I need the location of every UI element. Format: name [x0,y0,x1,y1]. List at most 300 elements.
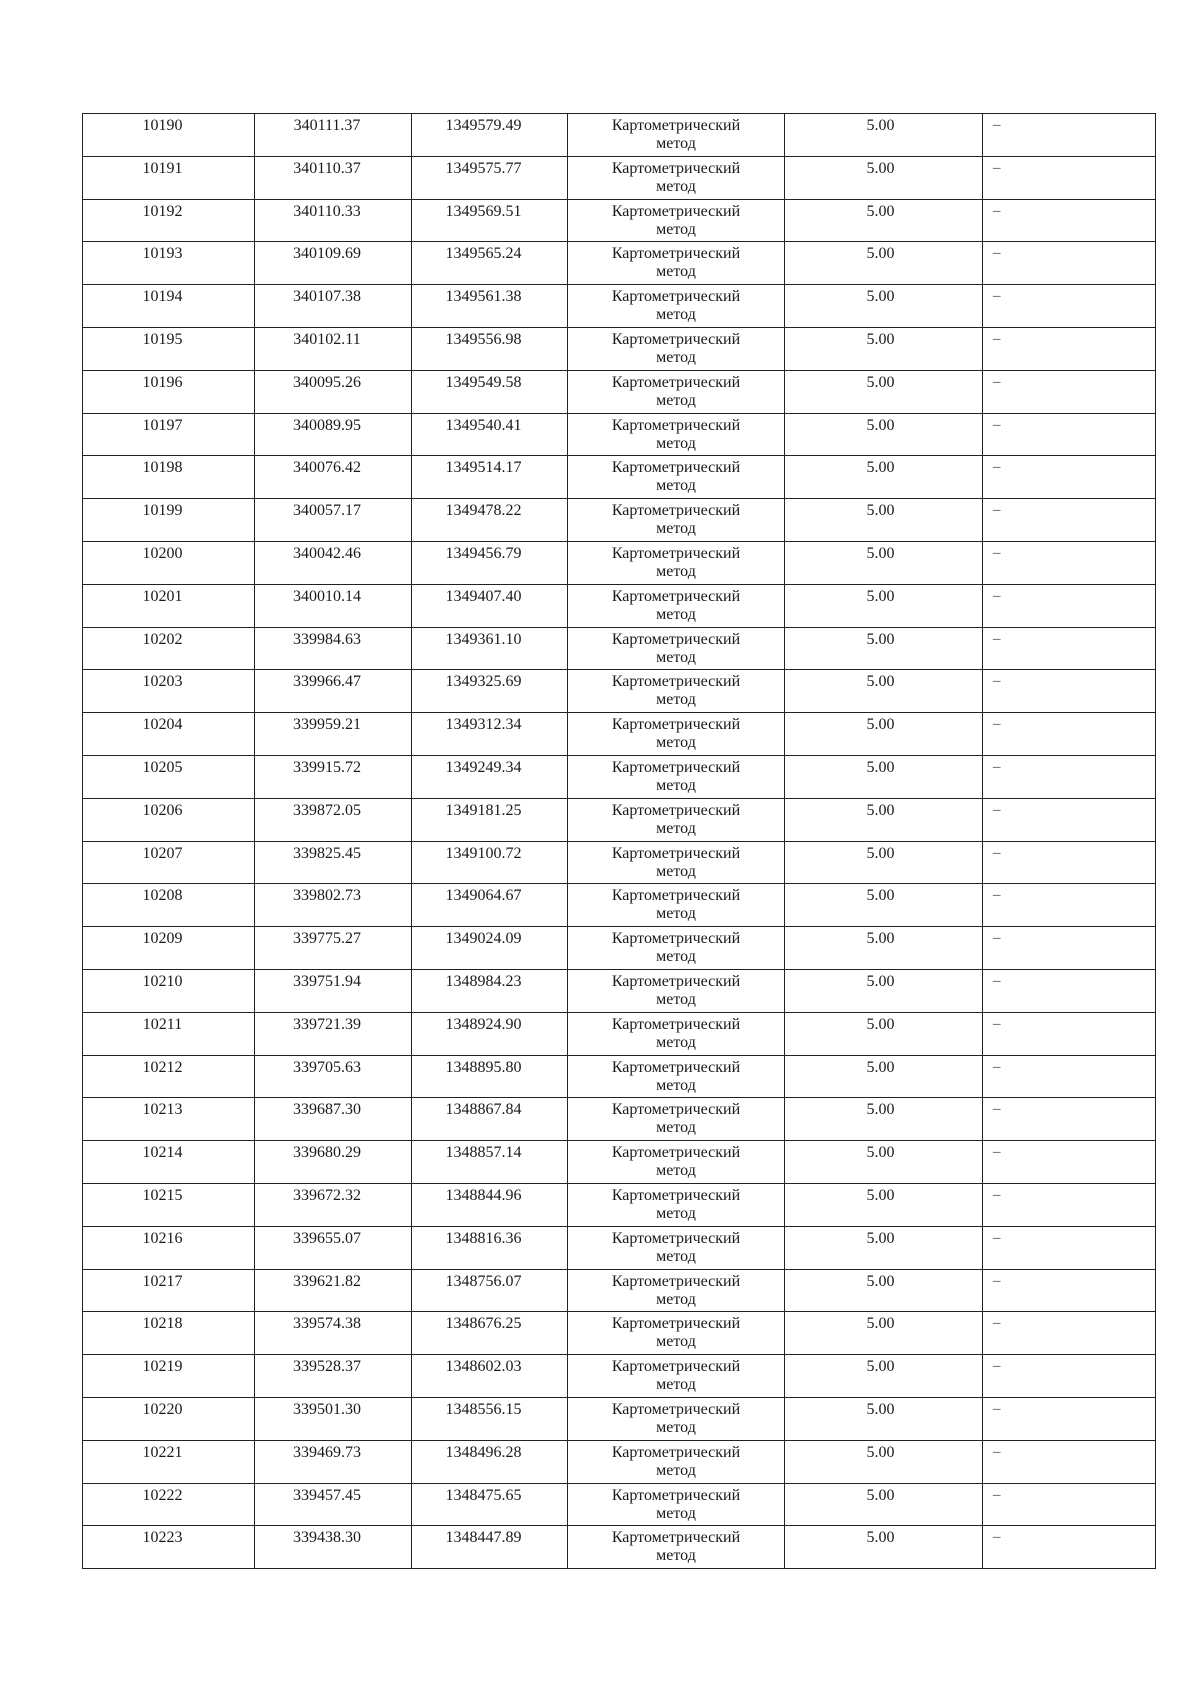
y-coordinate-cell [412,1012,568,1055]
method-cell [568,1312,785,1355]
x-coordinate: 340111.37 [293,117,361,134]
note-dash: – [993,1443,1001,1460]
x-coordinate: 340102.11 [293,330,361,348]
coordinates-table [82,113,1156,1569]
point-number: 10203 [142,673,183,691]
y-coordinate-cell [412,1312,568,1355]
x-coordinate-cell [255,1269,412,1312]
note-dash: – [993,245,1001,262]
accuracy-value: 5.00 [866,1101,895,1119]
y-coordinate: 1348857.14 [445,1144,522,1162]
point-number: 10212 [142,1058,183,1076]
y-coordinate: 1349361.10 [445,630,522,648]
method-cell [568,1355,785,1398]
method-line-1: Картометрический [611,887,741,905]
note-cell [983,1226,1156,1269]
y-coordinate: 1349181.25 [445,801,522,819]
point-number-cell [83,413,255,456]
point-number: 10211 [142,1015,183,1033]
point-number: 10205 [142,758,183,776]
note-cell [983,1269,1156,1312]
accuracy-cell [785,370,983,413]
point-number: 10219 [142,1358,183,1376]
method-line-1: Картометрический [611,1186,741,1204]
method-line-1: Картометрический [611,1229,741,1247]
method-line-2: метод [656,948,696,966]
point-number: 10201 [142,587,183,605]
method-line-1: Картометрический [611,630,741,648]
y-coordinate-cell [412,499,568,542]
note-dash: – [993,1400,1001,1417]
note-dash: – [993,930,1001,947]
note-cell [983,755,1156,798]
accuracy-value: 5.00 [866,416,895,434]
accuracy-cell [785,713,983,756]
x-coordinate-cell [255,713,412,756]
x-coordinate-cell [255,755,412,798]
method-cell [568,1098,785,1141]
note-dash: – [993,459,1001,476]
point-number-cell [83,927,255,970]
x-coordinate: 339802.73 [293,887,361,905]
accuracy-cell [785,499,983,542]
accuracy-cell [785,541,983,584]
x-coordinate: 340042.46 [293,544,361,562]
y-coordinate: 1349100.72 [445,844,522,862]
accuracy-cell [785,413,983,456]
accuracy-value: 5.00 [866,1058,895,1076]
method-line-1: Картометрический [611,373,741,391]
note-dash: – [993,1272,1001,1289]
note-cell [983,798,1156,841]
note-dash: – [993,330,1001,347]
method-line-2: метод [656,306,696,324]
table-row [83,884,1156,927]
method-line-1: Картометрический [611,245,741,263]
note-cell [983,927,1156,970]
note-cell [983,156,1156,199]
accuracy-value: 5.00 [866,502,895,520]
x-coordinate-cell [255,1397,412,1440]
y-coordinate: 1349249.34 [445,758,522,776]
note-dash: – [993,288,1001,305]
y-coordinate: 1349024.09 [445,930,522,948]
method-line-1: Картометрический [611,716,741,734]
table-row [83,798,1156,841]
method-line-1: Картометрический [611,930,741,948]
method-cell [568,1483,785,1526]
method-line-2: метод [656,1418,696,1436]
accuracy-value: 5.00 [866,758,895,776]
x-coordinate: 339672.32 [293,1186,361,1204]
point-number: 10193 [142,245,183,263]
table-row [83,969,1156,1012]
point-number: 10220 [142,1400,183,1418]
method-cell [568,285,785,328]
accuracy-value: 5.00 [866,288,895,306]
y-coordinate: 1348447.89 [445,1529,522,1547]
accuracy-cell [785,1269,983,1312]
point-number: 10209 [142,930,183,948]
x-coordinate: 339959.21 [293,716,361,734]
note-cell [983,242,1156,285]
note-dash: – [993,1058,1001,1075]
method-cell [568,1397,785,1440]
note-cell [983,327,1156,370]
point-number-cell [83,1312,255,1355]
table-row [83,499,1156,542]
method-line-1: Картометрический [611,972,741,990]
method-line-1: Картометрический [611,673,741,691]
method-line-1: Картометрический [611,758,741,776]
y-coordinate: 1348602.03 [445,1358,522,1376]
y-coordinate-cell [412,1483,568,1526]
method-line-2: метод [656,1076,696,1094]
y-coordinate: 1349514.17 [445,459,522,477]
accuracy-value: 5.00 [866,1529,895,1547]
method-line-2: метод [656,990,696,1008]
y-coordinate-cell [412,1269,568,1312]
accuracy-cell [785,584,983,627]
note-dash: – [993,502,1001,519]
table-row [83,1269,1156,1312]
x-coordinate-cell [255,969,412,1012]
point-number-cell [83,456,255,499]
y-coordinate-cell [412,1397,568,1440]
method-line-1: Картометрический [611,330,741,348]
accuracy-value: 5.00 [866,117,895,134]
table-row [83,541,1156,584]
point-number-cell [83,627,255,670]
accuracy-cell [785,884,983,927]
method-cell [568,884,785,927]
note-dash: – [993,1015,1001,1032]
method-line-2: метод [656,1333,696,1351]
note-dash: – [993,887,1001,904]
accuracy-cell [785,927,983,970]
note-dash: – [993,1101,1001,1118]
note-cell [983,1312,1156,1355]
x-coordinate: 340010.14 [293,587,361,605]
table-row [83,456,1156,499]
note-cell [983,1098,1156,1141]
method-cell [568,242,785,285]
note-cell [983,713,1156,756]
table-row [83,327,1156,370]
accuracy-cell [785,798,983,841]
point-number-cell [83,1226,255,1269]
method-line-1: Картометрический [611,502,741,520]
y-coordinate: 1349540.41 [445,416,522,434]
note-cell [983,541,1156,584]
table-row [83,755,1156,798]
accuracy-value: 5.00 [866,544,895,562]
point-number: 10206 [142,801,183,819]
note-cell [983,114,1156,157]
y-coordinate-cell [412,114,568,157]
x-coordinate-cell [255,884,412,927]
accuracy-value: 5.00 [866,1186,895,1204]
point-number: 10221 [142,1443,183,1461]
point-number-cell [83,1355,255,1398]
y-coordinate-cell [412,1141,568,1184]
point-number-cell [83,884,255,927]
y-coordinate-cell [412,627,568,670]
y-coordinate-cell [412,884,568,927]
accuracy-cell [785,841,983,884]
point-number-cell [83,1440,255,1483]
point-number-cell [83,1012,255,1055]
point-number-cell [83,1183,255,1226]
y-coordinate-cell [412,1440,568,1483]
accuracy-cell [785,1397,983,1440]
x-coordinate: 339687.30 [293,1101,361,1119]
method-line-1: Картометрический [611,1015,741,1033]
table-row [83,1312,1156,1355]
note-dash: – [993,1315,1001,1332]
table-row [83,627,1156,670]
note-cell [983,1483,1156,1526]
method-line-2: метод [656,562,696,580]
x-coordinate-cell [255,456,412,499]
note-dash: – [993,1186,1001,1203]
point-number: 10197 [142,416,183,434]
point-number-cell [83,1141,255,1184]
method-cell [568,413,785,456]
y-coordinate: 1349549.58 [445,373,522,391]
accuracy-value: 5.00 [866,1358,895,1376]
accuracy-cell [785,1098,983,1141]
accuracy-value: 5.00 [866,801,895,819]
y-coordinate: 1349565.24 [445,245,522,263]
method-cell [568,1055,785,1098]
method-line-2: метод [656,263,696,281]
method-line-1: Картометрический [611,1144,741,1162]
table-row [83,1440,1156,1483]
x-coordinate: 339775.27 [293,930,361,948]
y-coordinate: 1348867.84 [445,1101,522,1119]
note-cell [983,1141,1156,1184]
note-dash: – [993,1144,1001,1161]
accuracy-cell [785,1526,983,1569]
method-line-1: Картометрический [611,1400,741,1418]
y-coordinate-cell [412,1098,568,1141]
y-coordinate: 1348895.80 [445,1058,522,1076]
point-number: 10191 [142,159,183,177]
x-coordinate-cell [255,199,412,242]
accuracy-value: 5.00 [866,1015,895,1033]
point-number: 10204 [142,716,183,734]
accuracy-value: 5.00 [866,330,895,348]
table-row [83,713,1156,756]
method-cell [568,156,785,199]
y-coordinate-cell [412,370,568,413]
y-coordinate: 1349325.69 [445,673,522,691]
method-line-2: метод [656,1247,696,1265]
table-row [83,584,1156,627]
accuracy-cell [785,1355,983,1398]
method-cell [568,541,785,584]
x-coordinate: 339457.45 [293,1486,361,1504]
table-row [83,1098,1156,1141]
accuracy-cell [785,1141,983,1184]
accuracy-value: 5.00 [866,716,895,734]
y-coordinate: 1349478.22 [445,502,522,520]
accuracy-value: 5.00 [866,630,895,648]
point-number: 10196 [142,373,183,391]
table-row [83,370,1156,413]
accuracy-value: 5.00 [866,1229,895,1247]
x-coordinate-cell [255,499,412,542]
method-line-1: Картометрический [611,1101,741,1119]
x-coordinate-cell [255,1055,412,1098]
x-coordinate: 339984.63 [293,630,361,648]
point-number: 10200 [142,544,183,562]
point-number-cell [83,969,255,1012]
point-number: 10198 [142,459,183,477]
method-cell [568,1183,785,1226]
method-line-2: метод [656,776,696,794]
point-number-cell [83,199,255,242]
method-line-2: метод [656,434,696,452]
note-cell [983,1397,1156,1440]
method-cell [568,456,785,499]
point-number: 10223 [142,1529,183,1547]
x-coordinate-cell [255,1312,412,1355]
accuracy-cell [785,670,983,713]
method-line-2: метод [656,1376,696,1394]
method-line-1: Картометрический [611,1443,741,1461]
point-number-cell [83,798,255,841]
y-coordinate: 1349579.49 [445,117,522,134]
method-cell [568,370,785,413]
y-coordinate-cell [412,541,568,584]
x-coordinate-cell [255,285,412,328]
method-cell [568,798,785,841]
accuracy-value: 5.00 [866,1315,895,1333]
point-number: 10215 [142,1186,183,1204]
x-coordinate: 339574.38 [293,1315,361,1333]
y-coordinate: 1348496.28 [445,1443,522,1461]
accuracy-value: 5.00 [866,1443,895,1461]
method-cell [568,1226,785,1269]
x-coordinate: 339680.29 [293,1144,361,1162]
method-line-2: метод [656,520,696,538]
method-line-1: Картометрический [611,544,741,562]
method-line-2: метод [656,1504,696,1522]
table-row [83,242,1156,285]
method-line-2: метод [656,1162,696,1180]
y-coordinate: 1349407.40 [445,587,522,605]
method-cell [568,1440,785,1483]
y-coordinate: 1348475.65 [445,1486,522,1504]
table-row [83,670,1156,713]
accuracy-cell [785,969,983,1012]
point-number-cell [83,1397,255,1440]
accuracy-cell [785,114,983,157]
point-number-cell [83,1483,255,1526]
table-row [83,413,1156,456]
accuracy-value: 5.00 [866,887,895,905]
note-cell [983,1183,1156,1226]
accuracy-value: 5.00 [866,373,895,391]
table-row [83,927,1156,970]
method-line-2: метод [656,862,696,880]
point-number: 10214 [142,1144,183,1162]
note-cell [983,1012,1156,1055]
x-coordinate-cell [255,1355,412,1398]
method-line-2: метод [656,1204,696,1222]
note-cell [983,199,1156,242]
point-number: 10190 [142,117,183,134]
note-cell [983,1355,1156,1398]
x-coordinate-cell [255,670,412,713]
x-coordinate: 339438.30 [293,1529,361,1547]
table-row [83,1141,1156,1184]
x-coordinate: 339501.30 [293,1400,361,1418]
y-coordinate-cell [412,156,568,199]
y-coordinate-cell [412,927,568,970]
method-line-2: метод [656,1033,696,1051]
point-number-cell [83,1098,255,1141]
note-dash: – [993,1229,1001,1246]
method-line-2: метод [656,1119,696,1137]
accuracy-cell [785,1183,983,1226]
accuracy-value: 5.00 [866,1400,895,1418]
y-coordinate: 1349561.38 [445,288,522,306]
method-cell [568,670,785,713]
point-number-cell [83,114,255,157]
table-row [83,156,1156,199]
x-coordinate: 339825.45 [293,844,361,862]
point-number: 10216 [142,1229,183,1247]
accuracy-value: 5.00 [866,587,895,605]
y-coordinate-cell [412,285,568,328]
method-line-2: метод [656,648,696,666]
y-coordinate-cell [412,1055,568,1098]
method-line-2: метод [656,691,696,709]
method-line-2: метод [656,605,696,623]
method-cell [568,1526,785,1569]
method-cell [568,584,785,627]
point-number: 10194 [142,288,183,306]
point-number-cell [83,1526,255,1569]
y-coordinate-cell [412,1355,568,1398]
method-cell [568,755,785,798]
method-line-2: метод [656,1547,696,1565]
accuracy-value: 5.00 [866,202,895,220]
y-coordinate-cell [412,1226,568,1269]
x-coordinate-cell [255,1183,412,1226]
method-cell [568,1012,785,1055]
note-cell [983,1055,1156,1098]
point-number: 10207 [142,844,183,862]
note-dash: – [993,972,1001,989]
point-number-cell [83,327,255,370]
note-cell [983,499,1156,542]
point-number-cell [83,755,255,798]
note-dash: – [993,159,1001,176]
table-row [83,285,1156,328]
method-line-2: метод [656,220,696,238]
point-number: 10195 [142,330,183,348]
method-line-1: Картометрический [611,202,741,220]
accuracy-value: 5.00 [866,972,895,990]
x-coordinate-cell [255,156,412,199]
y-coordinate: 1348556.15 [445,1400,522,1418]
method-line-1: Картометрический [611,1272,741,1290]
method-line-2: метод [656,477,696,495]
